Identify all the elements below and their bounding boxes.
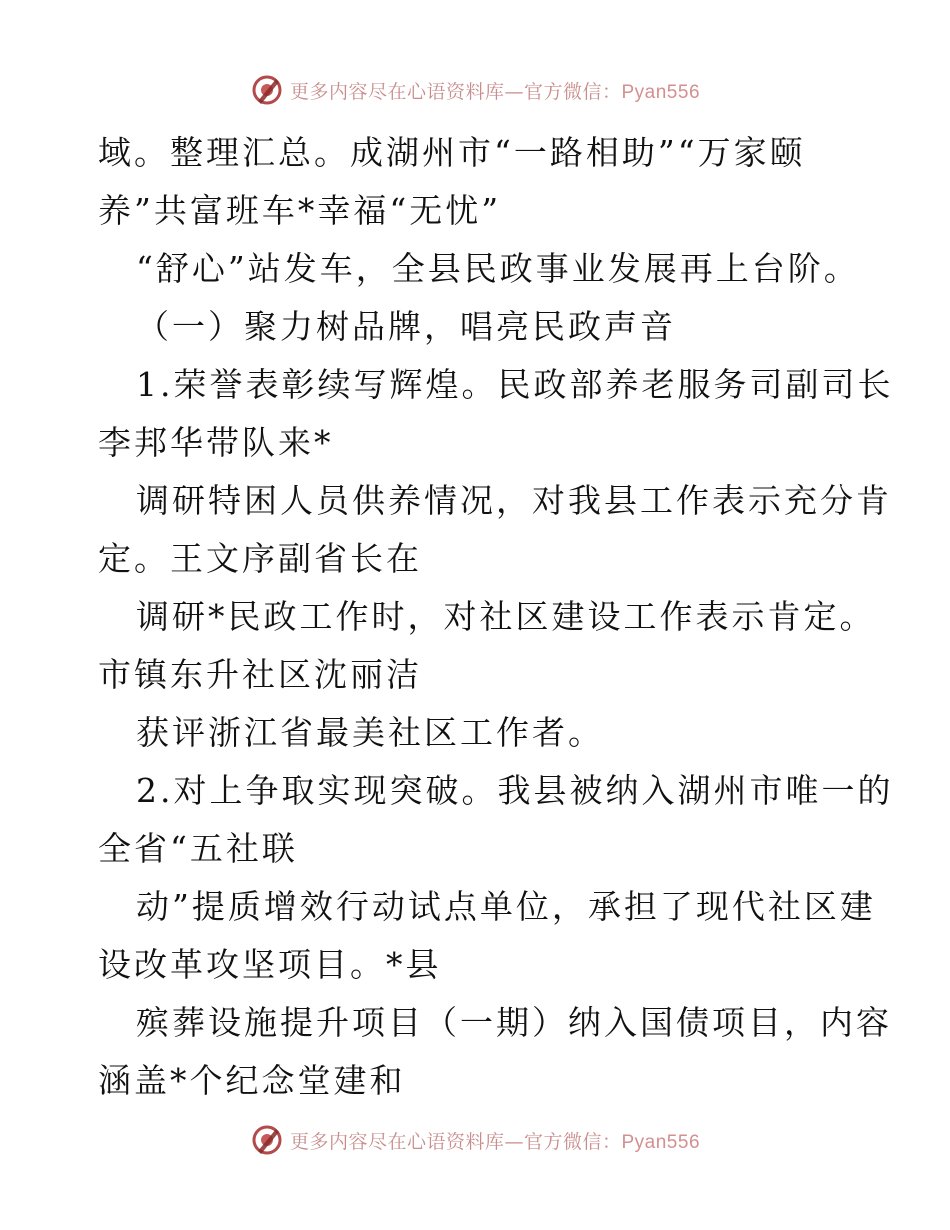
watermark-text: 更多内容尽在心语资料库—官方微信：Pyan556 (289, 80, 701, 103)
pen-logo-icon (250, 1123, 284, 1157)
text-line: 定。王文序副省长在 (98, 539, 422, 578)
text-line: 殡葬设施提升项目（一期）纳入国债项目，内容 (136, 1003, 892, 1042)
pen-logo-icon (250, 73, 284, 107)
text-line: “舒心”站发车，全县民政事业发展再上台阶。 (136, 249, 860, 288)
text-line: 市镇东升社区沈丽洁 (98, 655, 422, 694)
text-line: 全省“五社联 (98, 829, 298, 868)
text-line: 调研特困人员供养情况，对我县工作表示充分肯 (136, 481, 892, 520)
text-line: 调研*民政工作时，对社区建设工作表示肯定。 (136, 597, 876, 636)
text-line: （一）聚力树品牌，唱亮民政声音 (136, 307, 676, 346)
header-watermark (0, 70, 950, 110)
text-line: 动”提质增效行动试点单位，承担了现代社区建 (136, 887, 876, 926)
document-body (98, 124, 894, 1110)
text-line: 设改革攻坚项目。*县 (98, 945, 442, 984)
watermark-text: 更多内容尽在心语资料库—官方微信：Pyan556 (289, 1130, 701, 1153)
text-line: 1.荣誉表彰续写辉煌。民政部养老服务司副司长 (136, 365, 894, 404)
text-line: 涵盖*个纪念堂建和 (98, 1061, 406, 1100)
text-line: 李邦华带队来* (98, 423, 334, 462)
text-line: 域。整理汇总。成湖州市“一路相助”“万家颐 (98, 133, 806, 172)
text-line: 养”共富班车*幸福“无忧” (98, 191, 502, 230)
text-line: 2.对上争取实现突破。我县被纳入湖州市唯一的 (136, 771, 894, 810)
footer-watermark (0, 1120, 950, 1160)
text-line: 获评浙江省最美社区工作者。 (136, 713, 604, 752)
